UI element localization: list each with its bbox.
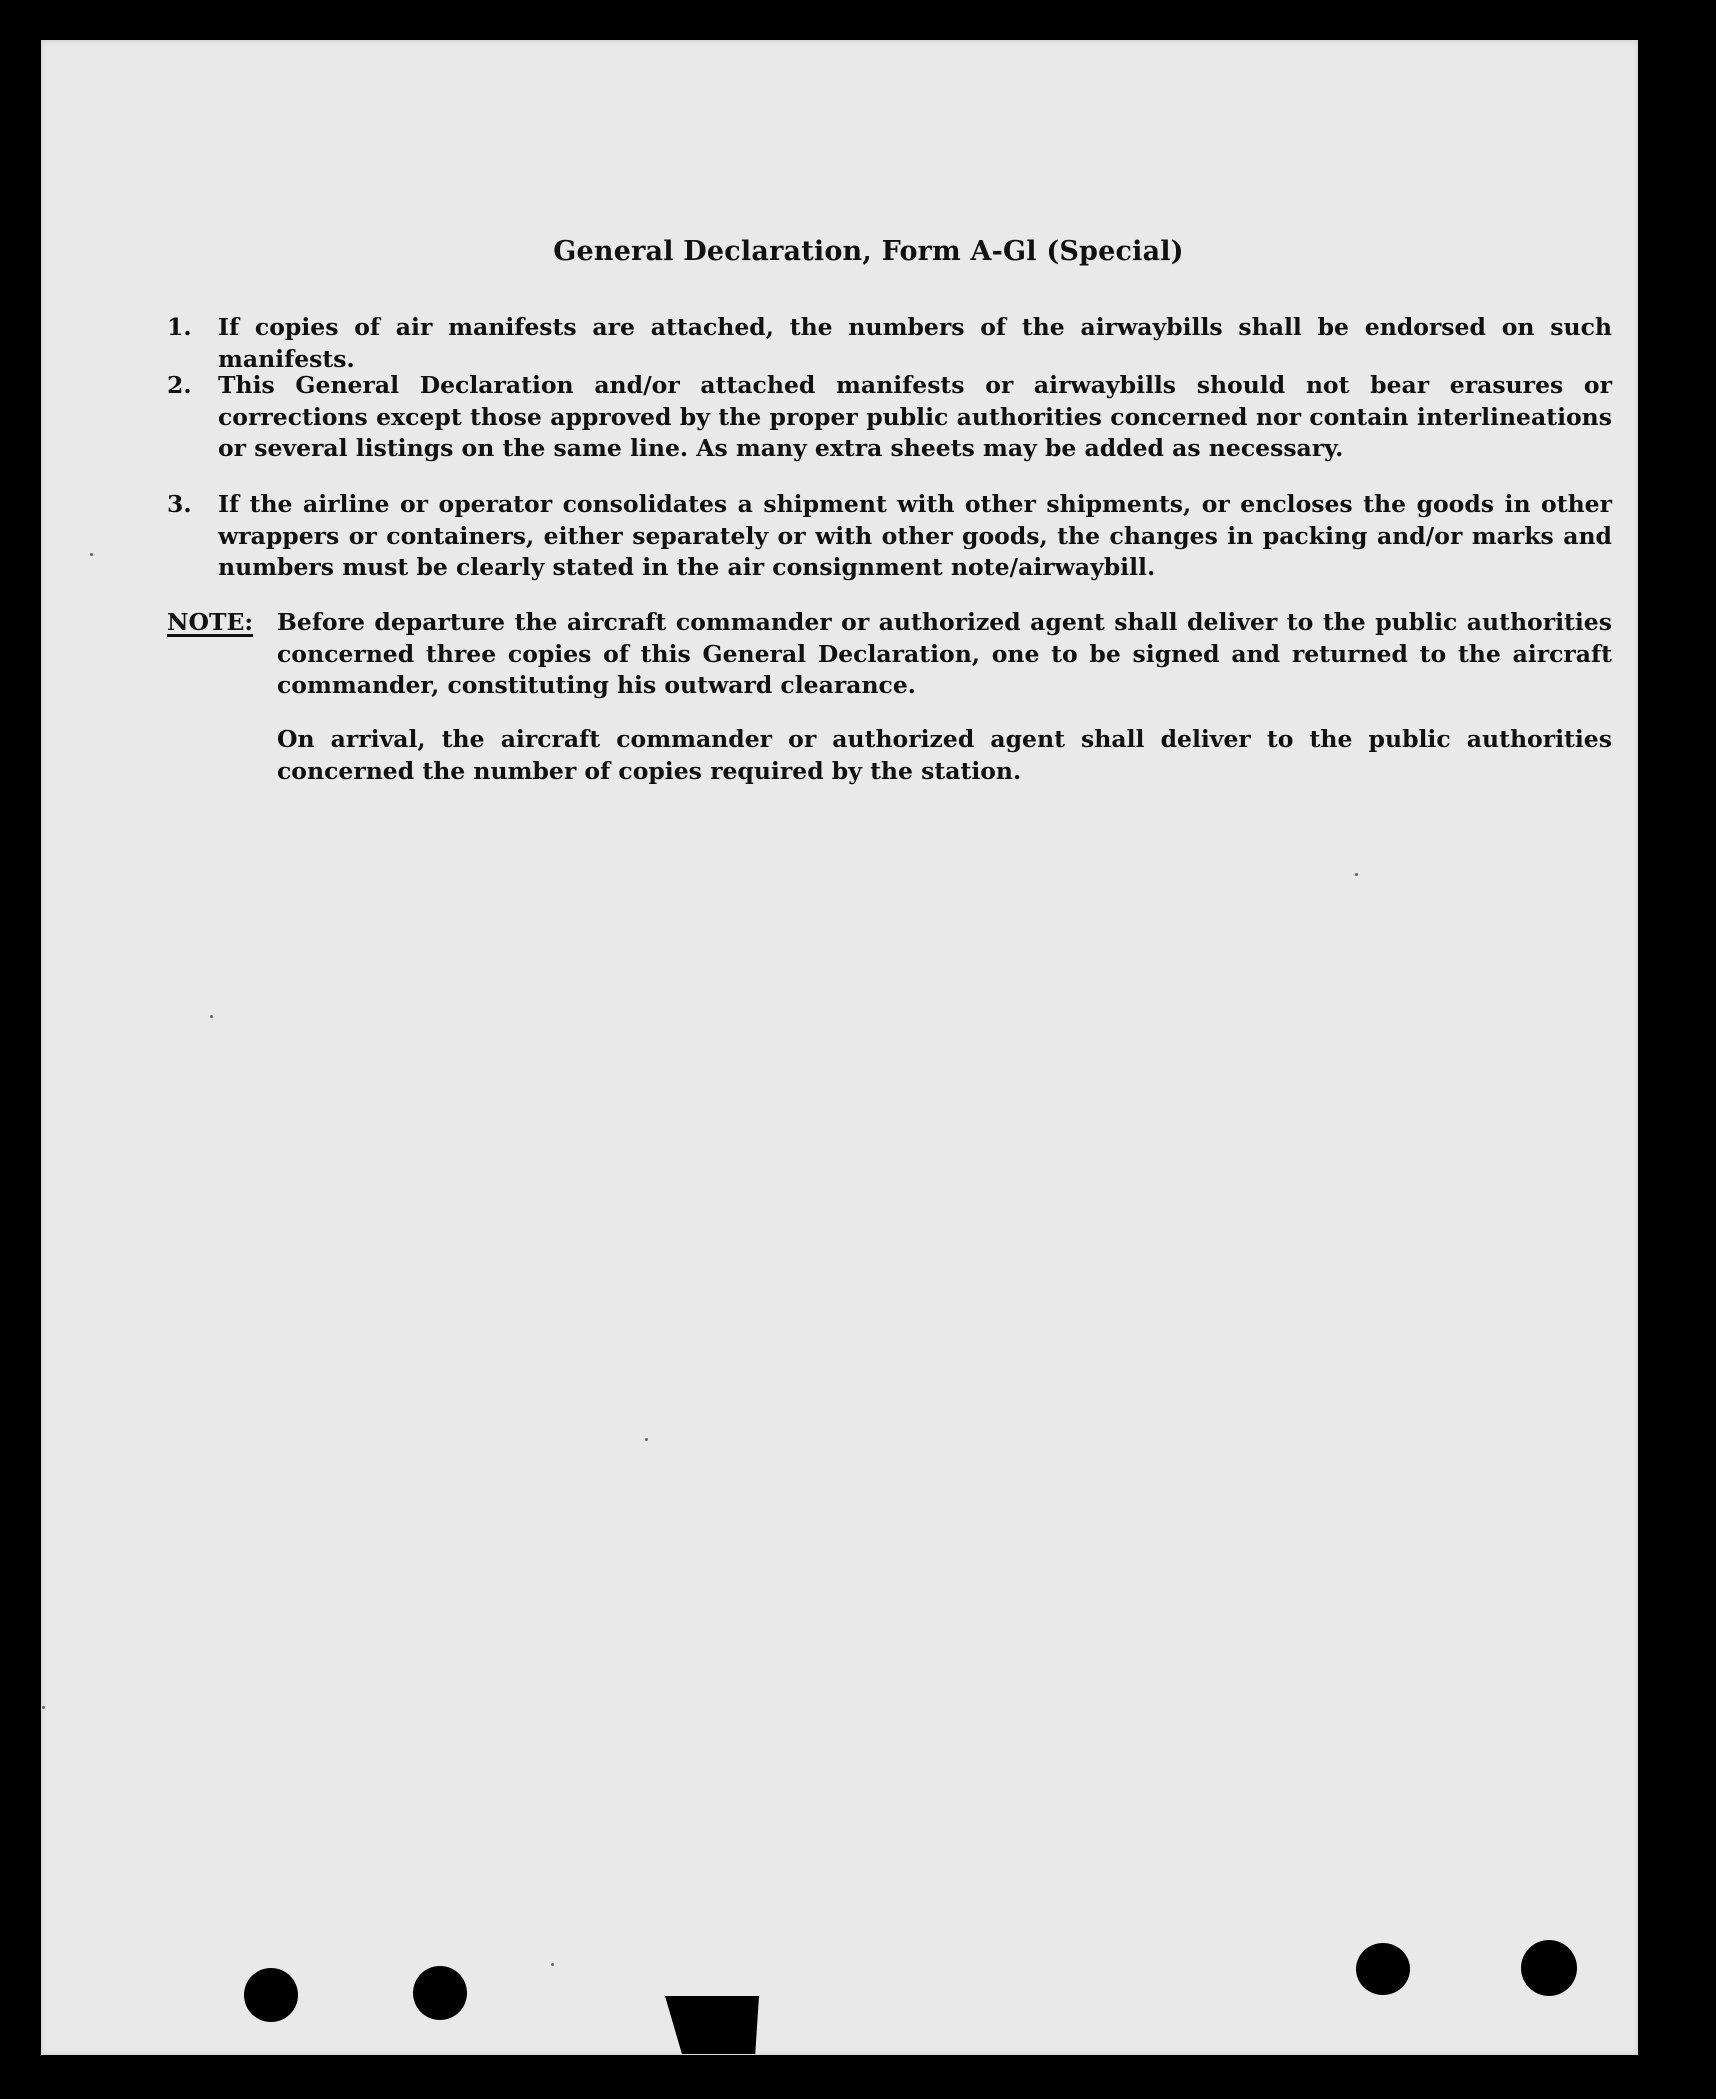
speck: [42, 1706, 45, 1709]
item-text: This General Declaration and/or attached manifests or airwaybills should not bear erasures or corrections except those approved by the proper public authorities concerned nor contain interlineations or several listings on the same line. As many extra sheets may be added as necessary.: [218, 371, 1612, 462]
item-number: 3.: [167, 490, 192, 518]
punch-hole-right-2: [1521, 1940, 1577, 1996]
item-number: 2.: [167, 371, 192, 399]
document-content: [41, 40, 1638, 2055]
list-item-3: [167, 489, 1612, 585]
speck: [210, 1015, 213, 1018]
punch-hole-left-1: [244, 1968, 298, 2022]
punch-hole-left-2: [413, 1966, 467, 2020]
page-title: General Declaration, Form A-Gl (Special): [553, 236, 1184, 267]
item-number: 1.: [167, 313, 192, 341]
document-page: [41, 40, 1638, 2055]
list-item-1: [167, 312, 1612, 373]
note-text: Before departure the aircraft commander or authorized agent shall deliver to the public authorities concerned three copies of this General Declaration, one to be signed and returned to the aircraft commander, constituting his outward clearance.: [277, 608, 1612, 699]
list-item-2: [167, 370, 1612, 466]
note-block: [167, 607, 1612, 703]
item-text: If copies of air manifests are attached, the numbers of the airwaybills shall be endorsed on such manifests.: [218, 313, 1612, 373]
speck: [1355, 873, 1358, 876]
note-label: NOTE:: [167, 608, 254, 636]
note-text-arrival: On arrival, the aircraft commander or authorized agent shall deliver to the public authorities concerned the number of copies required by the station.: [277, 725, 1612, 785]
speck: [645, 1438, 648, 1441]
speck: [551, 1963, 554, 1966]
speck: [90, 553, 93, 556]
item-text: If the airline or operator consolidates a shipment with other shipments, or encloses the goods in other wrappers or containers, either separately or with other goods, the changes in packing and/or marks and numbers must be clearly stated in the air consignment note/airwaybill.: [218, 490, 1612, 581]
punch-hole-right-1: [1356, 1943, 1410, 1995]
